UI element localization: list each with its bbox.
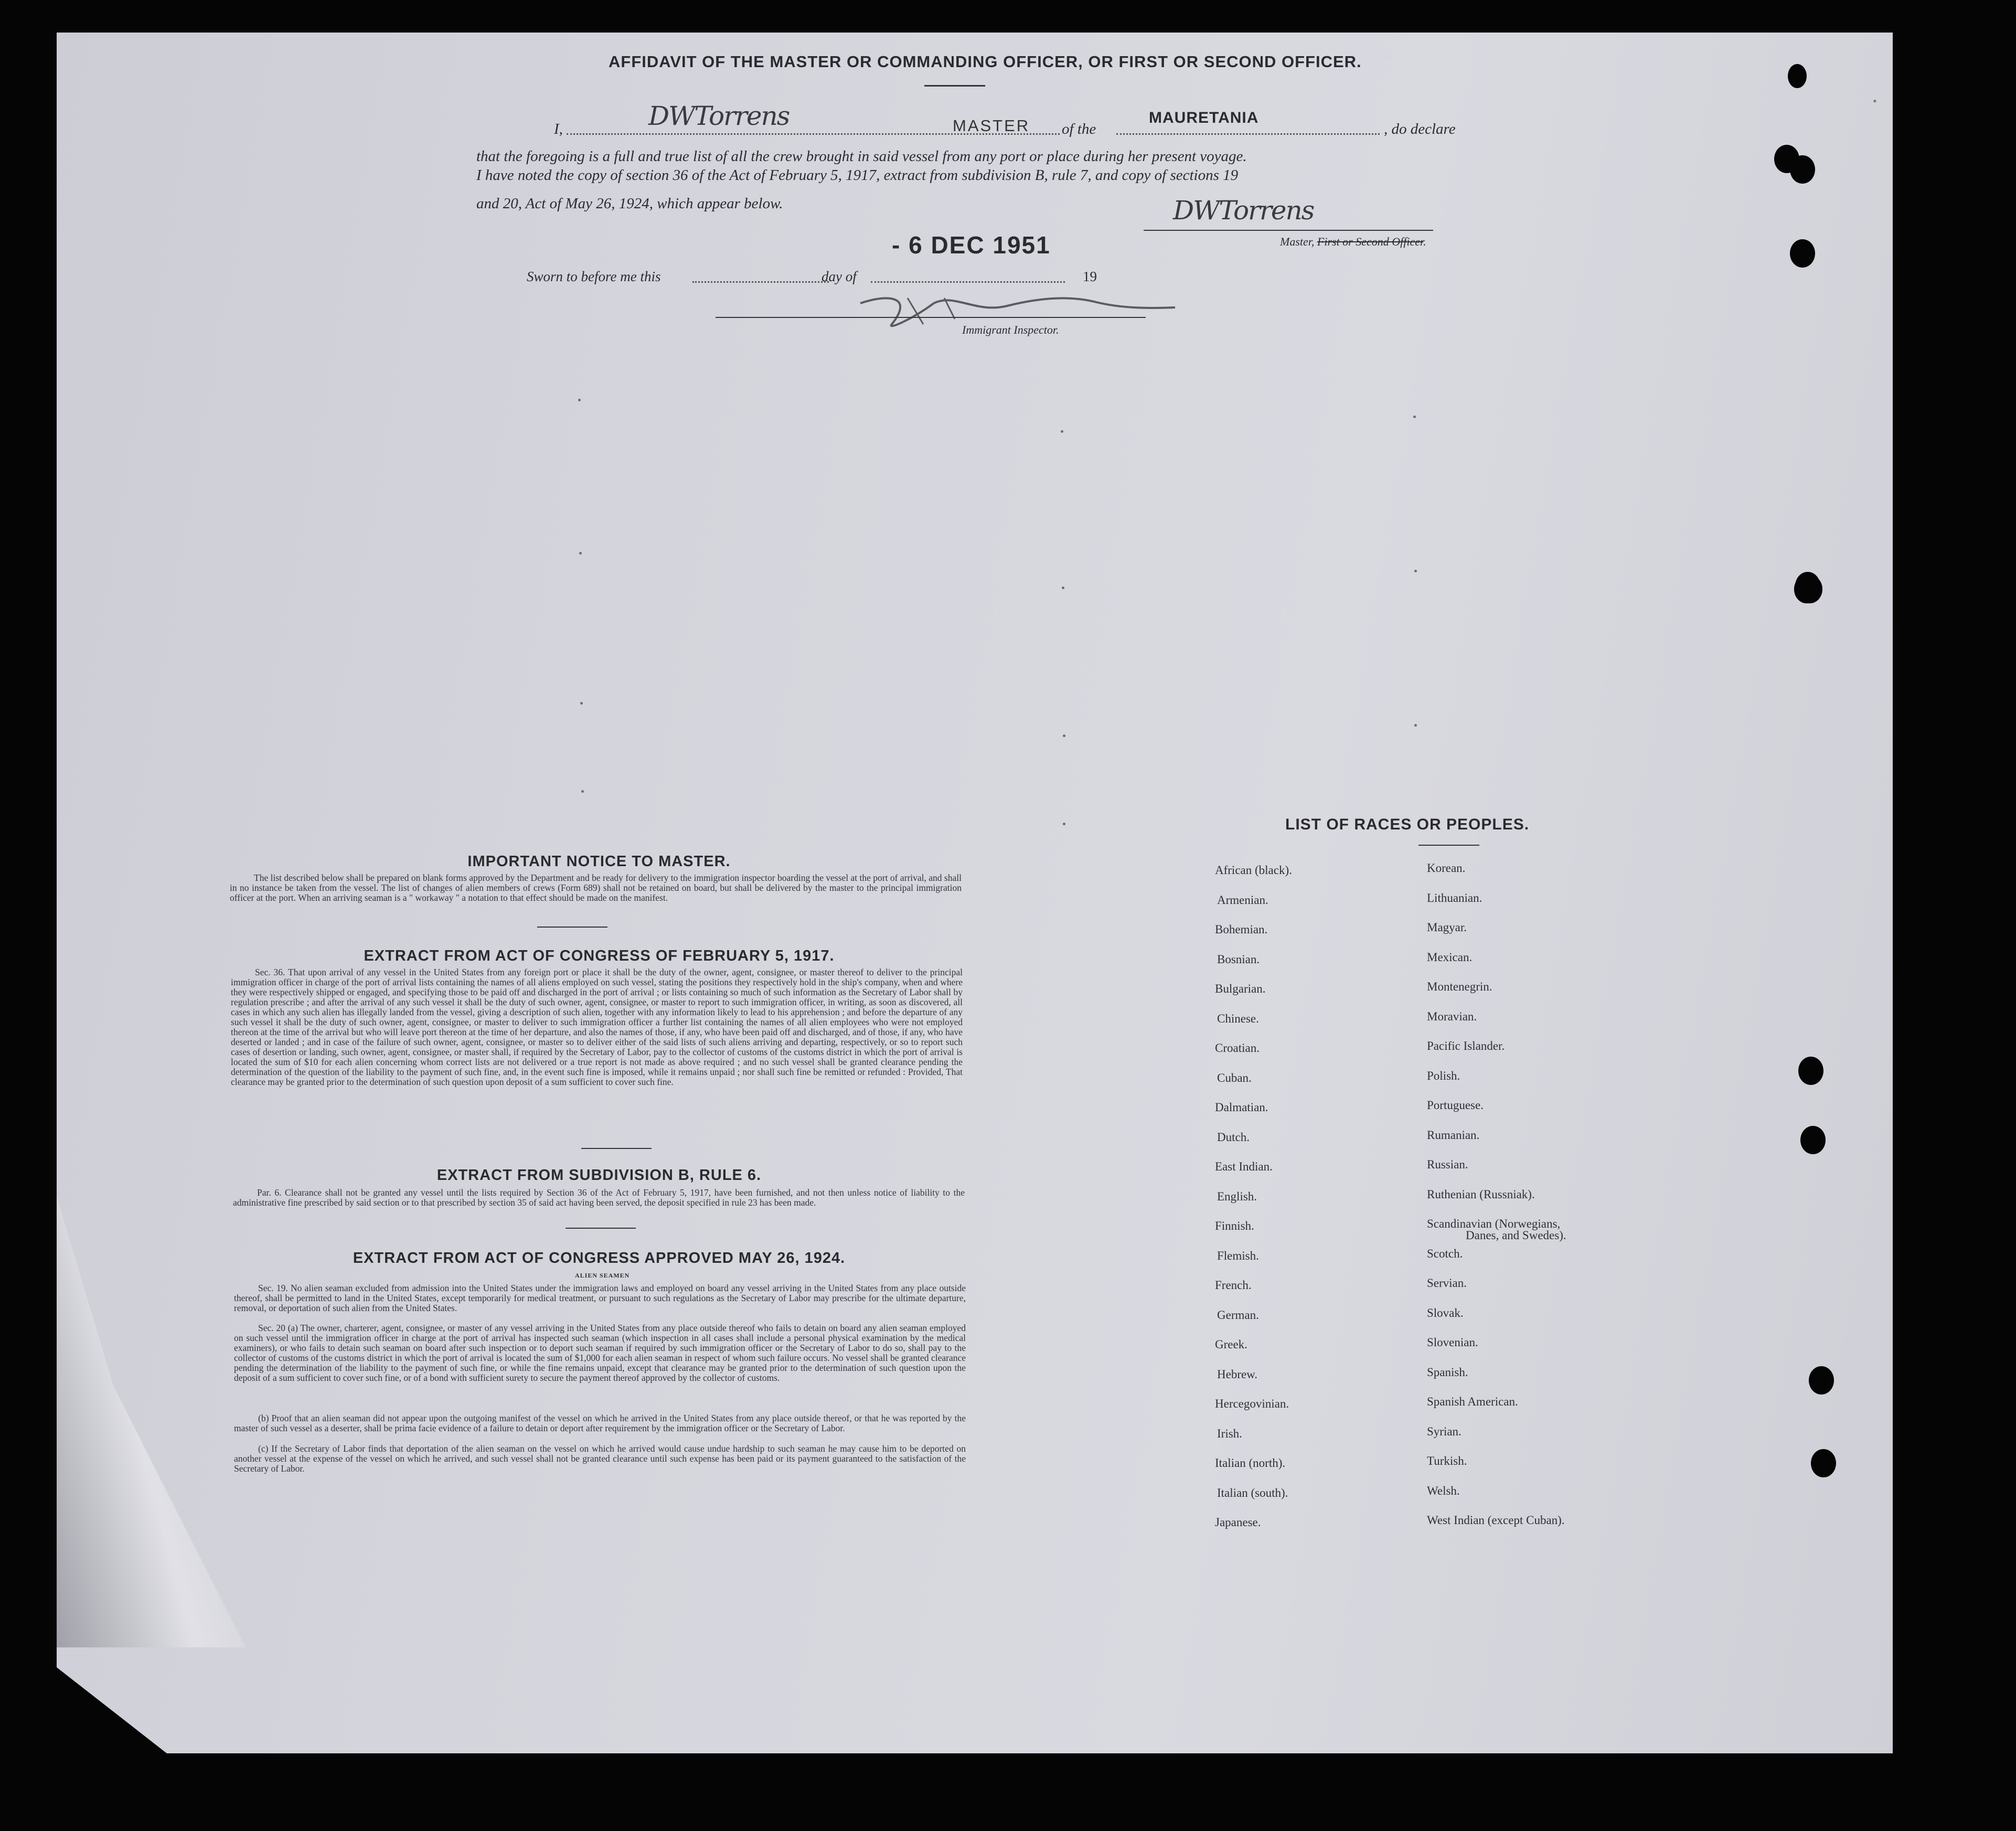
speck xyxy=(1414,724,1417,727)
race-item: Hercegovinian. xyxy=(1215,1397,1289,1410)
race-item: Dalmatian. xyxy=(1215,1101,1268,1114)
master-caption-prefix: Master, xyxy=(1280,235,1315,248)
extract-1924-sec20a: Sec. 20 (a) The owner, charterer, agent, consignee, or master of any vessel arriving in the United States from any place outside thereof who fails to detain on board any alien seaman employed on such vessel until the immigration officer in charge at the port of arrival has inspected such seaman (which inspection in all cases shall include a personal physical examination by the medical examiners), or who fails to detain such seaman on board after such inspection or to deport such seaman if required by such immigration officer or the Secretary of Labor to do so, shall pay to the collector of customs of the customs district in which the port of arrival is located the sum of $1,000 for each alien seaman in respect of whom such failure occurs. No vessel shall be granted clearance pending the determination of the liability to the payment of such fine, or while the fine remains unpaid, except that clearance may be granted prior to the determination of such question upon the deposit of a sum sufficient to cover such fine, or of a bond with sufficient surety to secure the payment thereof approved by the collector of customs. xyxy=(234,1323,966,1383)
affidavit-line-2: that the foregoing is a full and true list of all the crew brought in said vessel from any port or place during her present voyage. xyxy=(476,148,1247,165)
race-item: Slovenian. xyxy=(1427,1336,1478,1349)
vessel-name-line xyxy=(1116,133,1380,135)
race-item: Slovak. xyxy=(1427,1306,1464,1319)
punch-hole xyxy=(1797,575,1822,603)
punch-hole xyxy=(1790,239,1815,268)
race-item: Finnish. xyxy=(1215,1219,1254,1232)
extract-1924-title: EXTRACT FROM ACT OF CONGRESS APPROVED MAY 26, 1924. xyxy=(353,1250,846,1266)
race-item: Italian (north). xyxy=(1215,1456,1286,1470)
speck xyxy=(1414,570,1417,572)
race-item: Russian. xyxy=(1427,1158,1468,1171)
speck xyxy=(578,399,581,401)
extract-1924-sec20b: (b) Proof that an alien seaman did not appear upon the outgoing manifest of the vessel on which he arrived in the United States from any place outside thereof, or that he was reported by the master of such vessel as a deserter, shall be prima facie evidence of a failure to detain or deport after requirement by the immigration officer or the Secretary of Labor. xyxy=(234,1413,966,1433)
speck xyxy=(1413,416,1416,418)
speck xyxy=(579,552,582,555)
race-item: West Indian (except Cuban). xyxy=(1427,1514,1565,1527)
rule6-title: EXTRACT FROM SUBDIVISION B, RULE 6. xyxy=(436,1167,762,1184)
sworn-day-line xyxy=(692,281,829,283)
race-item: Korean. xyxy=(1427,861,1466,875)
punch-hole xyxy=(1809,1366,1834,1394)
inspector-caption: Immigrant Inspector. xyxy=(962,323,1059,336)
race-item: Portuguese. xyxy=(1427,1099,1484,1112)
extract-1924-subtitle: ALIEN SEAMEN xyxy=(575,1272,630,1279)
race-item: Ruthenian (Russniak). xyxy=(1427,1187,1535,1201)
date-stamp: - 6 DEC 1951 xyxy=(892,231,1051,259)
punch-hole xyxy=(1788,64,1807,88)
race-item: German. xyxy=(1217,1308,1259,1322)
extract-1924-sec19: Sec. 19. No alien seaman excluded from admission into the United States under the immigration laws and employed on board any vessel arriving in the United States from any place outside thereof, shall be permitted to land in the United States, except temporarily for medical treatment, or pursuant to such regulations as the Secretary of Labor may prescribe for the ultimate departure, removal, or deportation of such alien from the United States. xyxy=(234,1283,966,1313)
race-item: Hebrew. xyxy=(1217,1367,1258,1381)
race-item: Servian. xyxy=(1427,1276,1467,1290)
race-item: Rumanian. xyxy=(1427,1128,1480,1142)
race-item: Croatian. xyxy=(1215,1041,1260,1055)
race-item: Irish. xyxy=(1217,1427,1242,1440)
divider xyxy=(537,927,607,928)
signature-line xyxy=(1144,230,1433,231)
master-caption xyxy=(1280,235,1426,249)
affidavit-i-label: I, xyxy=(554,121,563,137)
master-caption-end: . xyxy=(1423,235,1426,248)
sworn-day-of: day of xyxy=(822,269,857,284)
affidavit-line-4: and 20, Act of May 26, 1924, which appear below. xyxy=(476,195,783,212)
affidavit-title: AFFIDAVIT OF THE MASTER OR COMMANDING OFFICER, OR FIRST OR SECOND OFFICER. xyxy=(609,52,1362,71)
race-item: Moravian. xyxy=(1427,1009,1477,1023)
sworn-year: 19 xyxy=(1083,269,1097,284)
affidavit-of-the: of the xyxy=(1062,121,1096,137)
race-item: Japanese. xyxy=(1215,1516,1261,1529)
punch-hole xyxy=(1811,1449,1836,1477)
race-item: Magyar. xyxy=(1427,921,1467,934)
race-item: Bulgarian. xyxy=(1215,982,1266,995)
race-item: Welsh. xyxy=(1427,1484,1460,1497)
race-item: Polish. xyxy=(1427,1069,1460,1082)
affidavit-line-3: I have noted the copy of section 36 of the Act of February 5, 1917, extract from subdivision B, rule 7, and copy of sections 19 xyxy=(476,167,1239,184)
race-item: Turkish. xyxy=(1427,1454,1467,1467)
race-item: Spanish American. xyxy=(1427,1395,1518,1408)
speck xyxy=(1062,587,1064,589)
races-title: LIST OF RACES OR PEOPLES. xyxy=(1285,816,1530,833)
punch-hole xyxy=(1798,1057,1823,1085)
rule6-text: Par. 6. Clearance shall not be granted any vessel until the lists required by Section 36 of the Act of February 5, 1917, have been furnished, and not then unless notice of liability to the administrative fine prescribed by said section or to that prescribed by section 35 of said act having been served, the deposit specified in rule 23 has been made. xyxy=(233,1187,965,1208)
notice-text: The list described below shall be prepared on blank forms approved by the Department and be ready for delivery to the immigration inspector boarding the vessel at the port of arrival, and shall in no instance be taken from the vessel. The list of changes of alien members of crews (Form 689) shall not be retained on board, but shall be delivered by the master to the principal immigration officer at the port. When an arriving seaman is a " workaway " a notation to that effect should be made on the manifest. xyxy=(230,872,962,903)
race-item: Cuban. xyxy=(1217,1071,1252,1084)
race-item: Lithuanian. xyxy=(1427,891,1482,904)
speck xyxy=(1063,823,1065,825)
race-item: Pacific Islander. xyxy=(1427,1039,1505,1052)
divider xyxy=(1418,845,1479,846)
race-item: English. xyxy=(1217,1189,1257,1203)
master-signature-right: DWTorrens xyxy=(1173,195,1314,226)
master-caption-struck: First or Second Officer xyxy=(1317,235,1424,248)
inspector-line xyxy=(716,317,1146,318)
notice-title: IMPORTANT NOTICE TO MASTER. xyxy=(467,853,731,870)
race-item: Flemish. xyxy=(1217,1249,1259,1262)
master-stamp: MASTER xyxy=(953,116,1030,135)
sworn-label: Sworn to before me this xyxy=(527,269,661,284)
race-item: East Indian. xyxy=(1215,1160,1273,1173)
divider xyxy=(924,85,985,87)
race-item: Armenian. xyxy=(1217,893,1268,907)
race-item: Spanish. xyxy=(1427,1365,1468,1379)
speck xyxy=(1063,734,1065,737)
race-item: Scotch. xyxy=(1427,1247,1463,1260)
extract-1917-title: EXTRACT FROM ACT OF CONGRESS OF FEBRUARY 5, 1917. xyxy=(364,948,835,964)
affidavit-do-declare: , do declare xyxy=(1384,121,1456,137)
race-item: Montenegrin. xyxy=(1427,980,1492,993)
divider xyxy=(581,1148,652,1149)
race-item: Scandinavian (Norwegians, xyxy=(1427,1217,1561,1230)
race-item: Dutch. xyxy=(1217,1130,1250,1144)
master-signature: DWTorrens xyxy=(648,101,790,131)
speck xyxy=(581,790,584,793)
race-item: African (black). xyxy=(1215,864,1292,877)
race-item: Italian (south). xyxy=(1217,1486,1288,1499)
vessel-name: MAURETANIA xyxy=(1149,109,1259,126)
punch-hole xyxy=(1800,1126,1826,1154)
divider xyxy=(566,1228,636,1229)
race-item: French. xyxy=(1215,1279,1252,1292)
punch-hole xyxy=(1790,155,1815,184)
extract-1924-sec20c: (c) If the Secretary of Labor finds that deportation of the alien seaman on the vessel on which he arrived would cause undue hardship to such seaman he may cause him to be deported on another vessel at the expense of the vessel on which he arrived, and such vessel shall not be granted clearance until such expense has been paid or its payment guaranteed to the satisfaction of the Secretary of Labor. xyxy=(234,1443,966,1474)
extract-1917-text: Sec. 36. That upon arrival of any vessel in the United States from any foreign port or place it shall be the duty of the owner, agent, consignee, or master thereof to deliver to the principal immigration officer in charge of the port of arrival lists containing the names of all aliens employed on such vessel, stating the positions they respectively hold in the ship's company, when and where they were respectively shipped or engaged, and specifying those to be paid off and discharged in the port of arrival ; or lists containing so much of such information as the Secretary of Labor shall by regulation prescribe ; and after the arrival of any such vessel it shall be the duty of such owner, agent, consignee, or master to report to such immigration officer, in writing, as soon as discovered, all cases in which any such alien has illegally landed from the vessel, giving a description of such alien, together with any information likely to lead to his apprehension ; and before the departure of any such vessel it shall be the duty of such owner, agent, consignee, or master to deliver to such immigration officer a further list containing the names of all alien employees who were not employed thereon at the time of the arrival but who will leave port thereon at the time of her departure, and also the names of those, if any, who have been paid off and discharged, and of those, if any, who have deserted or landed ; and in case of the failure of such owner, agent, consignee, or master so to deliver either of the said lists of such aliens arriving and departing, respectively, or so to report such cases of desertion or landing, such owner, agent, consignee, or master shall, if required by the Secretary of Labor, pay to the collector of customs of the customs district in which the port of arrival is located the sum of $10 for each alien concerning whom correct lists are not delivered or a true report is not made as above required ; and no such vessel shall be granted clearance pending the determination of the question of the liability to the payment of such fine, and, in the event such fine is imposed, while it remains unpaid ; nor shall such fine be remitted or refunded : Provided, That clearance may be granted prior to the determination of such question upon deposit of a sum sufficient to cover such fine. xyxy=(231,967,963,1087)
speck xyxy=(1061,430,1063,433)
race-item: Bohemian. xyxy=(1215,923,1268,936)
margin-mark: • xyxy=(1873,94,1877,108)
speck xyxy=(580,702,583,705)
race-item: Syrian. xyxy=(1427,1424,1462,1438)
race-item: Greek. xyxy=(1215,1338,1247,1351)
race-item: Bosnian. xyxy=(1217,952,1260,966)
race-item: Mexican. xyxy=(1427,950,1473,964)
race-continuation: Danes, and Swedes). xyxy=(1466,1229,1566,1242)
race-item: Chinese. xyxy=(1217,1012,1259,1025)
